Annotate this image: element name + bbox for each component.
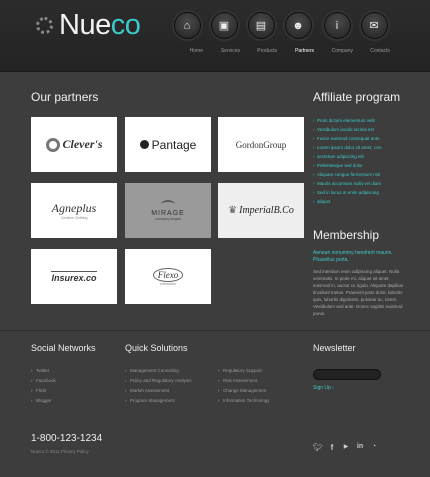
partner-logo-clevers[interactable]: [31, 117, 117, 172]
partner-logo-text: Agneplus: [51, 201, 97, 215]
logo-text-part1: Nue: [59, 9, 111, 41]
affiliate-link[interactable]: › Mauris accumsan nulla vel diam: [313, 179, 403, 188]
solution-link[interactable]: › Management Consulting: [125, 366, 192, 376]
affiliate-link[interactable]: › Aliquam congue fermentum nisl: [313, 170, 403, 179]
partner-logo-text: GordonGroup: [235, 139, 287, 150]
partner-logo-text: Flexo: [153, 268, 184, 282]
nav-label: Company: [331, 48, 353, 54]
affiliate-link[interactable]: › aliquet: [313, 197, 403, 206]
social-link-flickr[interactable]: › Flickr: [31, 386, 56, 396]
book-icon: ▤: [248, 12, 275, 39]
affiliate-link[interactable]: › Fusce euismod consequat ante: [313, 134, 403, 143]
partner-logo-tagline: company slogan: [155, 217, 181, 221]
affiliate-link[interactable]: › Lorem ipsum dolor sit amet, con-: [313, 143, 403, 152]
solution-link[interactable]: › Policy and Regulatory Analysis: [125, 376, 192, 386]
quick-solutions-list-1: [125, 366, 192, 406]
crown-icon: ♛: [228, 205, 238, 216]
nav-home[interactable]: [171, 12, 203, 57]
solution-link[interactable]: › Risk Assessment: [218, 376, 269, 386]
nav-partners[interactable]: [282, 12, 314, 57]
affiliate-title: Affiliate program: [313, 90, 401, 104]
quick-solutions-list-2: [218, 366, 269, 406]
mirage-mark-icon: [161, 200, 175, 209]
mail-icon: ✉: [361, 12, 388, 39]
partner-logo-imperial[interactable]: [218, 183, 304, 238]
logo-text-part2: co: [110, 9, 141, 41]
pantage-mark-icon: [140, 140, 149, 149]
partner-logo-insurex[interactable]: [31, 249, 117, 304]
newsletter-title: Newsletter: [313, 343, 356, 353]
partners-title: Our partners: [31, 90, 99, 104]
nav-label: Services: [220, 48, 240, 54]
partner-logo-text: Pantage: [151, 137, 197, 152]
partner-logo-text: ImperialB.Co: [239, 205, 294, 216]
affiliate-link[interactable]: › Pellentesque sed dolor: [313, 161, 403, 170]
clevers-mark-icon: [46, 138, 60, 152]
nav-services[interactable]: [208, 12, 240, 57]
header: [0, 0, 430, 72]
social-networks-title: Social Networks: [31, 343, 96, 353]
nav-contacts[interactable]: [358, 12, 390, 57]
social-networks-list: [31, 366, 56, 406]
solution-link[interactable]: › Regulatory Support: [218, 366, 269, 376]
footer-divider: [0, 330, 430, 331]
main-nav: [171, 12, 403, 56]
partner-logo-text: Clever's: [62, 137, 103, 151]
social-link-facebook[interactable]: › Facebook: [31, 376, 56, 386]
linkedin-icon[interactable]: in: [356, 443, 364, 450]
partner-logo-tagline: Interactive: [159, 281, 177, 286]
nav-company[interactable]: [321, 12, 353, 57]
nav-label: Home: [189, 48, 203, 54]
facebook-icon[interactable]: f: [330, 443, 334, 452]
signup-link[interactable]: Sign Up ›: [313, 385, 334, 391]
copyright: Nueco © 2011 Privacy Policy: [31, 449, 89, 454]
affiliate-link[interactable]: › Sed in lacus ut enim adipiscing: [313, 188, 403, 197]
solution-link[interactable]: › Market Assessment: [125, 386, 192, 396]
newsletter-email-input[interactable]: [313, 369, 381, 380]
solution-link[interactable]: › Information Technology: [218, 396, 269, 406]
briefcase-icon: ▣: [211, 12, 238, 39]
partner-logo-tagline: Creative Clothing: [60, 216, 88, 220]
partner-logo-agneplus[interactable]: [31, 183, 117, 238]
info-icon: i: [324, 12, 351, 39]
affiliate-list: [313, 116, 403, 206]
rss-icon[interactable]: ◔: [371, 443, 377, 450]
solution-link[interactable]: › Program Management: [125, 396, 192, 406]
social-icons: [313, 443, 379, 452]
twitter-icon[interactable]: 🐦︎: [313, 443, 324, 452]
affiliate-link[interactable]: › Proin dictum elementum velit: [313, 116, 403, 125]
membership-title: Membership: [313, 228, 380, 242]
nav-products[interactable]: [245, 12, 277, 57]
membership-body: Sed interdum enim adipiscing aliquet. Nulla venenatis. In pede mi, aliquet sit amet, euismod in, auctor ut, ligula. Aliquam dapibus tincidunt metus. Praesent justo dolor, lobortis quis, lobortis dignissim, pulvinar ac, lorem. Vestibulum sed ante. Donec sagittis euismod purus.: [313, 269, 404, 316]
social-link-twitter[interactable]: › Twitter: [31, 366, 56, 376]
membership-lead: Aenean nonummy hendrerit mauris. Phasellus porta.: [313, 250, 393, 263]
solution-link[interactable]: › Change Management: [218, 386, 269, 396]
social-link-blogger[interactable]: › Blogger: [31, 396, 56, 406]
people-icon: ☻: [285, 12, 312, 39]
partner-logo-pantage[interactable]: [125, 117, 211, 172]
affiliate-link[interactable]: › Vestibulum iaculis lacinia est: [313, 125, 403, 134]
nav-label: Partners: [295, 48, 314, 54]
logo-mark: [36, 17, 53, 34]
home-icon: ⌂: [174, 12, 201, 39]
logo[interactable]: [36, 8, 140, 42]
quick-solutions-title: Quick Solutions: [125, 343, 188, 353]
partner-logo-mirage[interactable]: [125, 183, 211, 238]
affiliate-link[interactable]: › sectetuer adipiscing elit: [313, 152, 403, 161]
nav-label: Products: [257, 48, 277, 54]
partner-logo-text: Insurex.co: [51, 272, 97, 283]
partner-logo-gordongroup[interactable]: [218, 117, 304, 172]
youtube-icon[interactable]: ▶: [343, 444, 349, 450]
phone-number: 1-800-123-1234: [31, 433, 103, 444]
nav-label: Contacts: [370, 48, 390, 54]
partner-logo-flexo[interactable]: [125, 249, 211, 304]
partner-logo-text: MIRAGE: [151, 210, 185, 217]
